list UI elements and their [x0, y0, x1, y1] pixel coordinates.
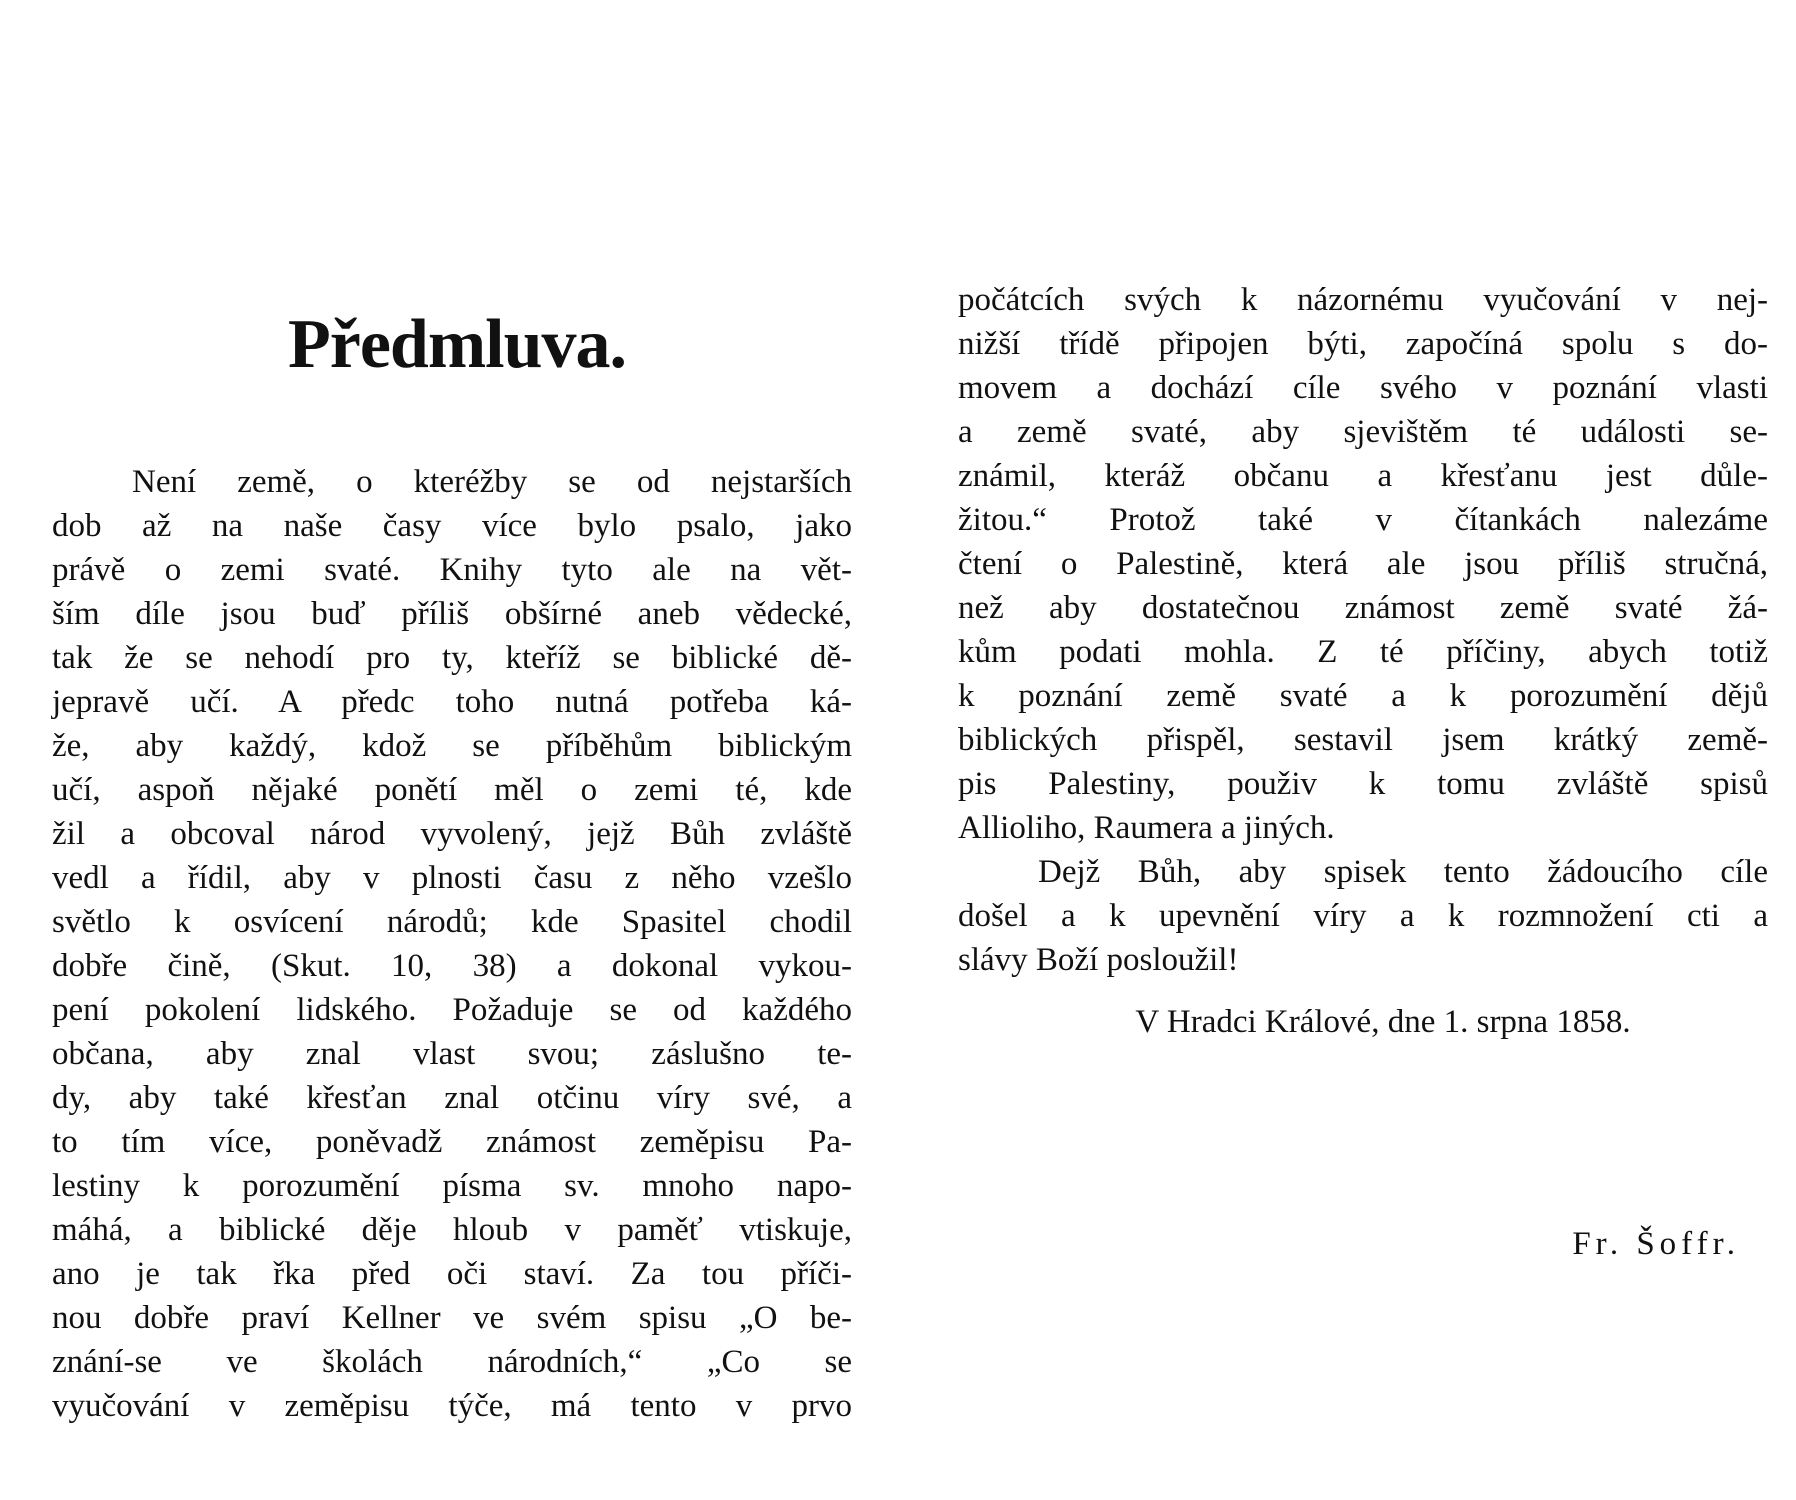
text-line: tak že se nehodí pro ty, kteříž se biblické dě- — [52, 640, 852, 676]
text-line: než aby dostatečnou známost země svaté žá- — [958, 590, 1768, 626]
text-line: počátcích svých k názornému vyučování v nej- — [958, 282, 1768, 318]
text-line: čtení o Palestině, která ale jsou příliš stručná, — [958, 546, 1768, 582]
text-line: právě o zemi svaté. Knihy tyto ale na vět- — [52, 552, 852, 588]
text-line: slávy Boží posloužil! — [958, 942, 1239, 978]
text-line: kům podati mohla. Z té příčiny, abych totiž — [958, 634, 1768, 670]
page-title: Předmluva. — [287, 306, 627, 383]
text-line: lestiny k porozumění písma sv. mnoho napo- — [52, 1168, 852, 1204]
text-line: že, aby každý, kdož se příběhům biblickým — [52, 728, 852, 764]
text-line: učí, aspoň nějaké ponětí měl o zemi té, kde — [52, 772, 852, 808]
text-line: nižší třídě připojen býti, započíná spolu s do- — [958, 326, 1768, 362]
text-line: ano je tak řka před oči staví. Za tou příči- — [52, 1256, 852, 1292]
text-line: došel a k upevnění víry a k rozmnožení cti a — [958, 898, 1768, 934]
text-line: Dejž Bůh, aby spisek tento žádoucího cíle — [1038, 854, 1768, 890]
text-line: to tím více, poněvadž známost zeměpisu Pa- — [52, 1124, 852, 1160]
text-line: Není země, o kteréžby se od nejstarších — [132, 464, 852, 500]
text-line: dobře čině, (Skut. 10, 38) a dokonal vykou- — [52, 948, 852, 984]
text-line: k poznání země svaté a k porozumění dějů — [958, 678, 1768, 714]
text-line: biblických přispěl, sestavil jsem krátký země- — [958, 722, 1768, 758]
text-line: Allioliho, Raumera a jiných. — [958, 810, 1335, 846]
left-text-block — [52, 460, 852, 1428]
text-line: žil a obcoval národ vyvolený, jejž Bůh zvláště — [52, 816, 852, 852]
text-line: občana, aby znal vlast svou; záslušno te- — [52, 1036, 852, 1072]
text-line: vyučování v zeměpisu týče, má tento v prvo — [52, 1388, 852, 1424]
text-line: máhá, a biblické děje hloub v paměť vtiskuje, — [52, 1212, 852, 1248]
text-line: jepravě učí. A předc toho nutná potřeba ká- — [52, 684, 852, 720]
text-line: pení pokolení lidského. Požaduje se od každého — [52, 992, 852, 1028]
text-line: ším díle jsou buď příliš obšírné aneb vědecké, — [52, 596, 852, 632]
text-line: pis Palestiny, použiv k tomu zvláště spisů — [958, 766, 1768, 802]
text-line: známil, kteráž občanu a křesťanu jest důle- — [958, 458, 1768, 494]
right-text-block — [958, 278, 1768, 982]
dateline: V Hradci Králové, dne 1. srpna 1858. — [1135, 1004, 1631, 1040]
author-signature: Fr. Šoffr. — [1572, 1226, 1740, 1262]
text-line: dy, aby také křesťan znal otčinu víry své, a — [52, 1080, 852, 1116]
text-line: nou dobře praví Kellner ve svém spisu „O be- — [52, 1300, 852, 1336]
text-line: žitou.“ Protož také v čítankách nalezáme — [958, 502, 1768, 538]
text-line: movem a dochází cíle svého v poznání vlasti — [958, 370, 1768, 406]
text-line: znání-se ve školách národních,“ „Co se — [52, 1344, 852, 1380]
text-line: vedl a řídil, aby v plnosti času z něho vzešlo — [52, 860, 852, 896]
text-line: dob až na naše časy více bylo psalo, jako — [52, 508, 852, 544]
text-line: světlo k osvícení národů; kde Spasitel chodil — [52, 904, 852, 940]
text-line: a země svaté, aby sjevištěm té události se- — [958, 414, 1768, 450]
